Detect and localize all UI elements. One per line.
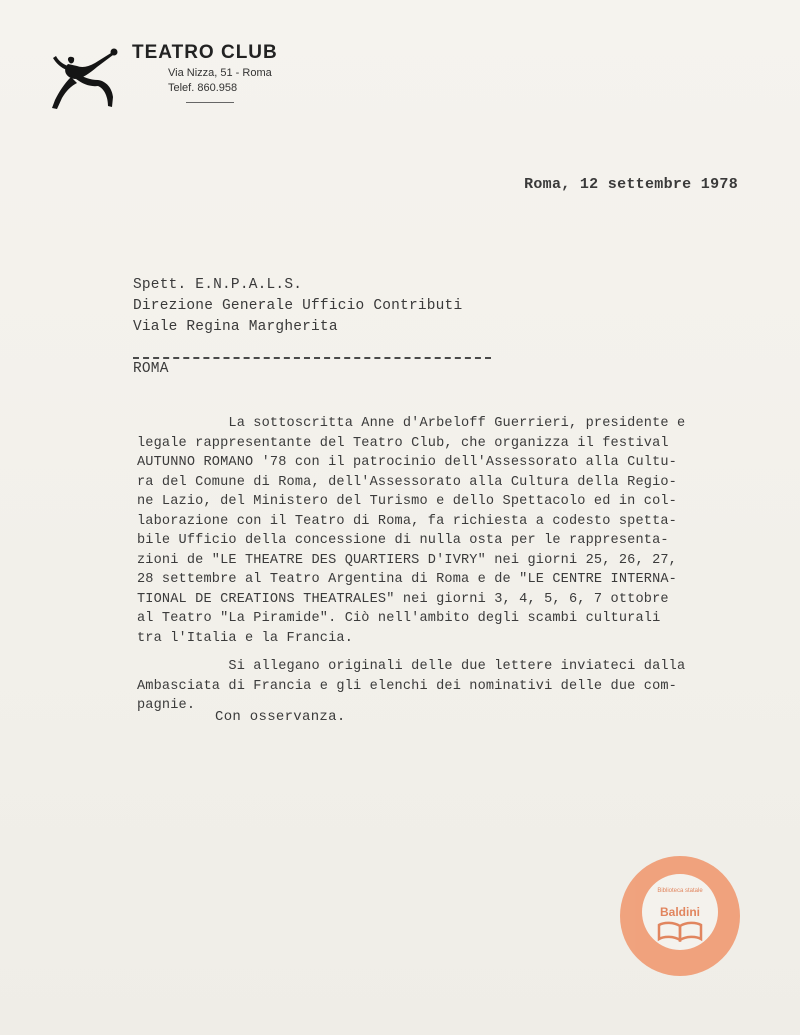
org-name: TEATRO CLUB (132, 42, 278, 63)
stamp-name: Baldini (659, 905, 700, 919)
body-line: zioni de "LE THEATRE DES QUARTIERS D'IVRY" nei giorni 25, 26, 27, (137, 552, 677, 568)
body-line: La sottoscritta Anne d'Arbeloff Guerrieri, presidente e (137, 416, 686, 431)
addressee-block (133, 275, 462, 380)
letterhead (50, 42, 330, 117)
dancer-logo-icon (50, 46, 120, 112)
body-line: ne Lazio, del Ministero del Turismo e dello Spettacolo ed in col- (137, 494, 677, 509)
body-line: Si allegano originali delle due lettere inviateci dalla (137, 659, 686, 674)
body-line: TIONAL DE CREATIONS THEATRALES" nei giorni 3, 4, 5, 6, 7 ottobre (137, 591, 669, 607)
addressee-line: Spett. E.N.P.A.L.S. (133, 277, 303, 293)
addressee-city: ROMA (133, 361, 169, 377)
open-book-icon (656, 920, 704, 942)
addressee-line: Viale Regina Margherita (133, 319, 338, 335)
letter-date: Roma, 12 settembre 1978 (524, 176, 738, 193)
body-line: ra del Comune di Roma, dell'Assessorato alla Cultura della Regio- (137, 474, 677, 490)
org-telephone: Telef. 860.958 (168, 82, 238, 94)
letterhead-rule (186, 102, 234, 103)
closing: Con osservanza. (215, 709, 346, 725)
letter-body (137, 414, 769, 716)
body-line: bile Ufficio della concessione di nulla osta per le rappresenta- (137, 533, 669, 548)
body-line: tra l'Italia e la Francia. (137, 630, 353, 646)
body-line: laborazione con il Teatro di Roma, fa richiesta a codesto spetta- (137, 513, 677, 529)
org-address: Via Nizza, 51 - Roma (168, 67, 272, 79)
addressee-line: Direzione Generale Ufficio Contributi (133, 298, 463, 314)
stamp-top-text: Biblioteca statale (657, 888, 703, 894)
body-line: al Teatro "La Piramide". Ciò nell'ambito degli scambi culturali (137, 611, 661, 626)
library-stamp (620, 856, 740, 976)
body-line: legale rappresentante del Teatro Club, che organizza il festival (137, 435, 669, 451)
body-line: pagnie. (137, 698, 196, 713)
body-line: AUTUNNO ROMANO '78 con il patrocinio dell'Assessorato alla Cultu- (137, 455, 677, 470)
addressee-line (133, 338, 462, 359)
body-line: Ambasciata di Francia e gli elenchi dei nominativi delle due com- (137, 678, 677, 694)
addressee-underline (133, 357, 491, 359)
body-line: 28 settembre al Teatro Argentina di Roma e de "LE CENTRE INTERNA- (137, 572, 677, 587)
